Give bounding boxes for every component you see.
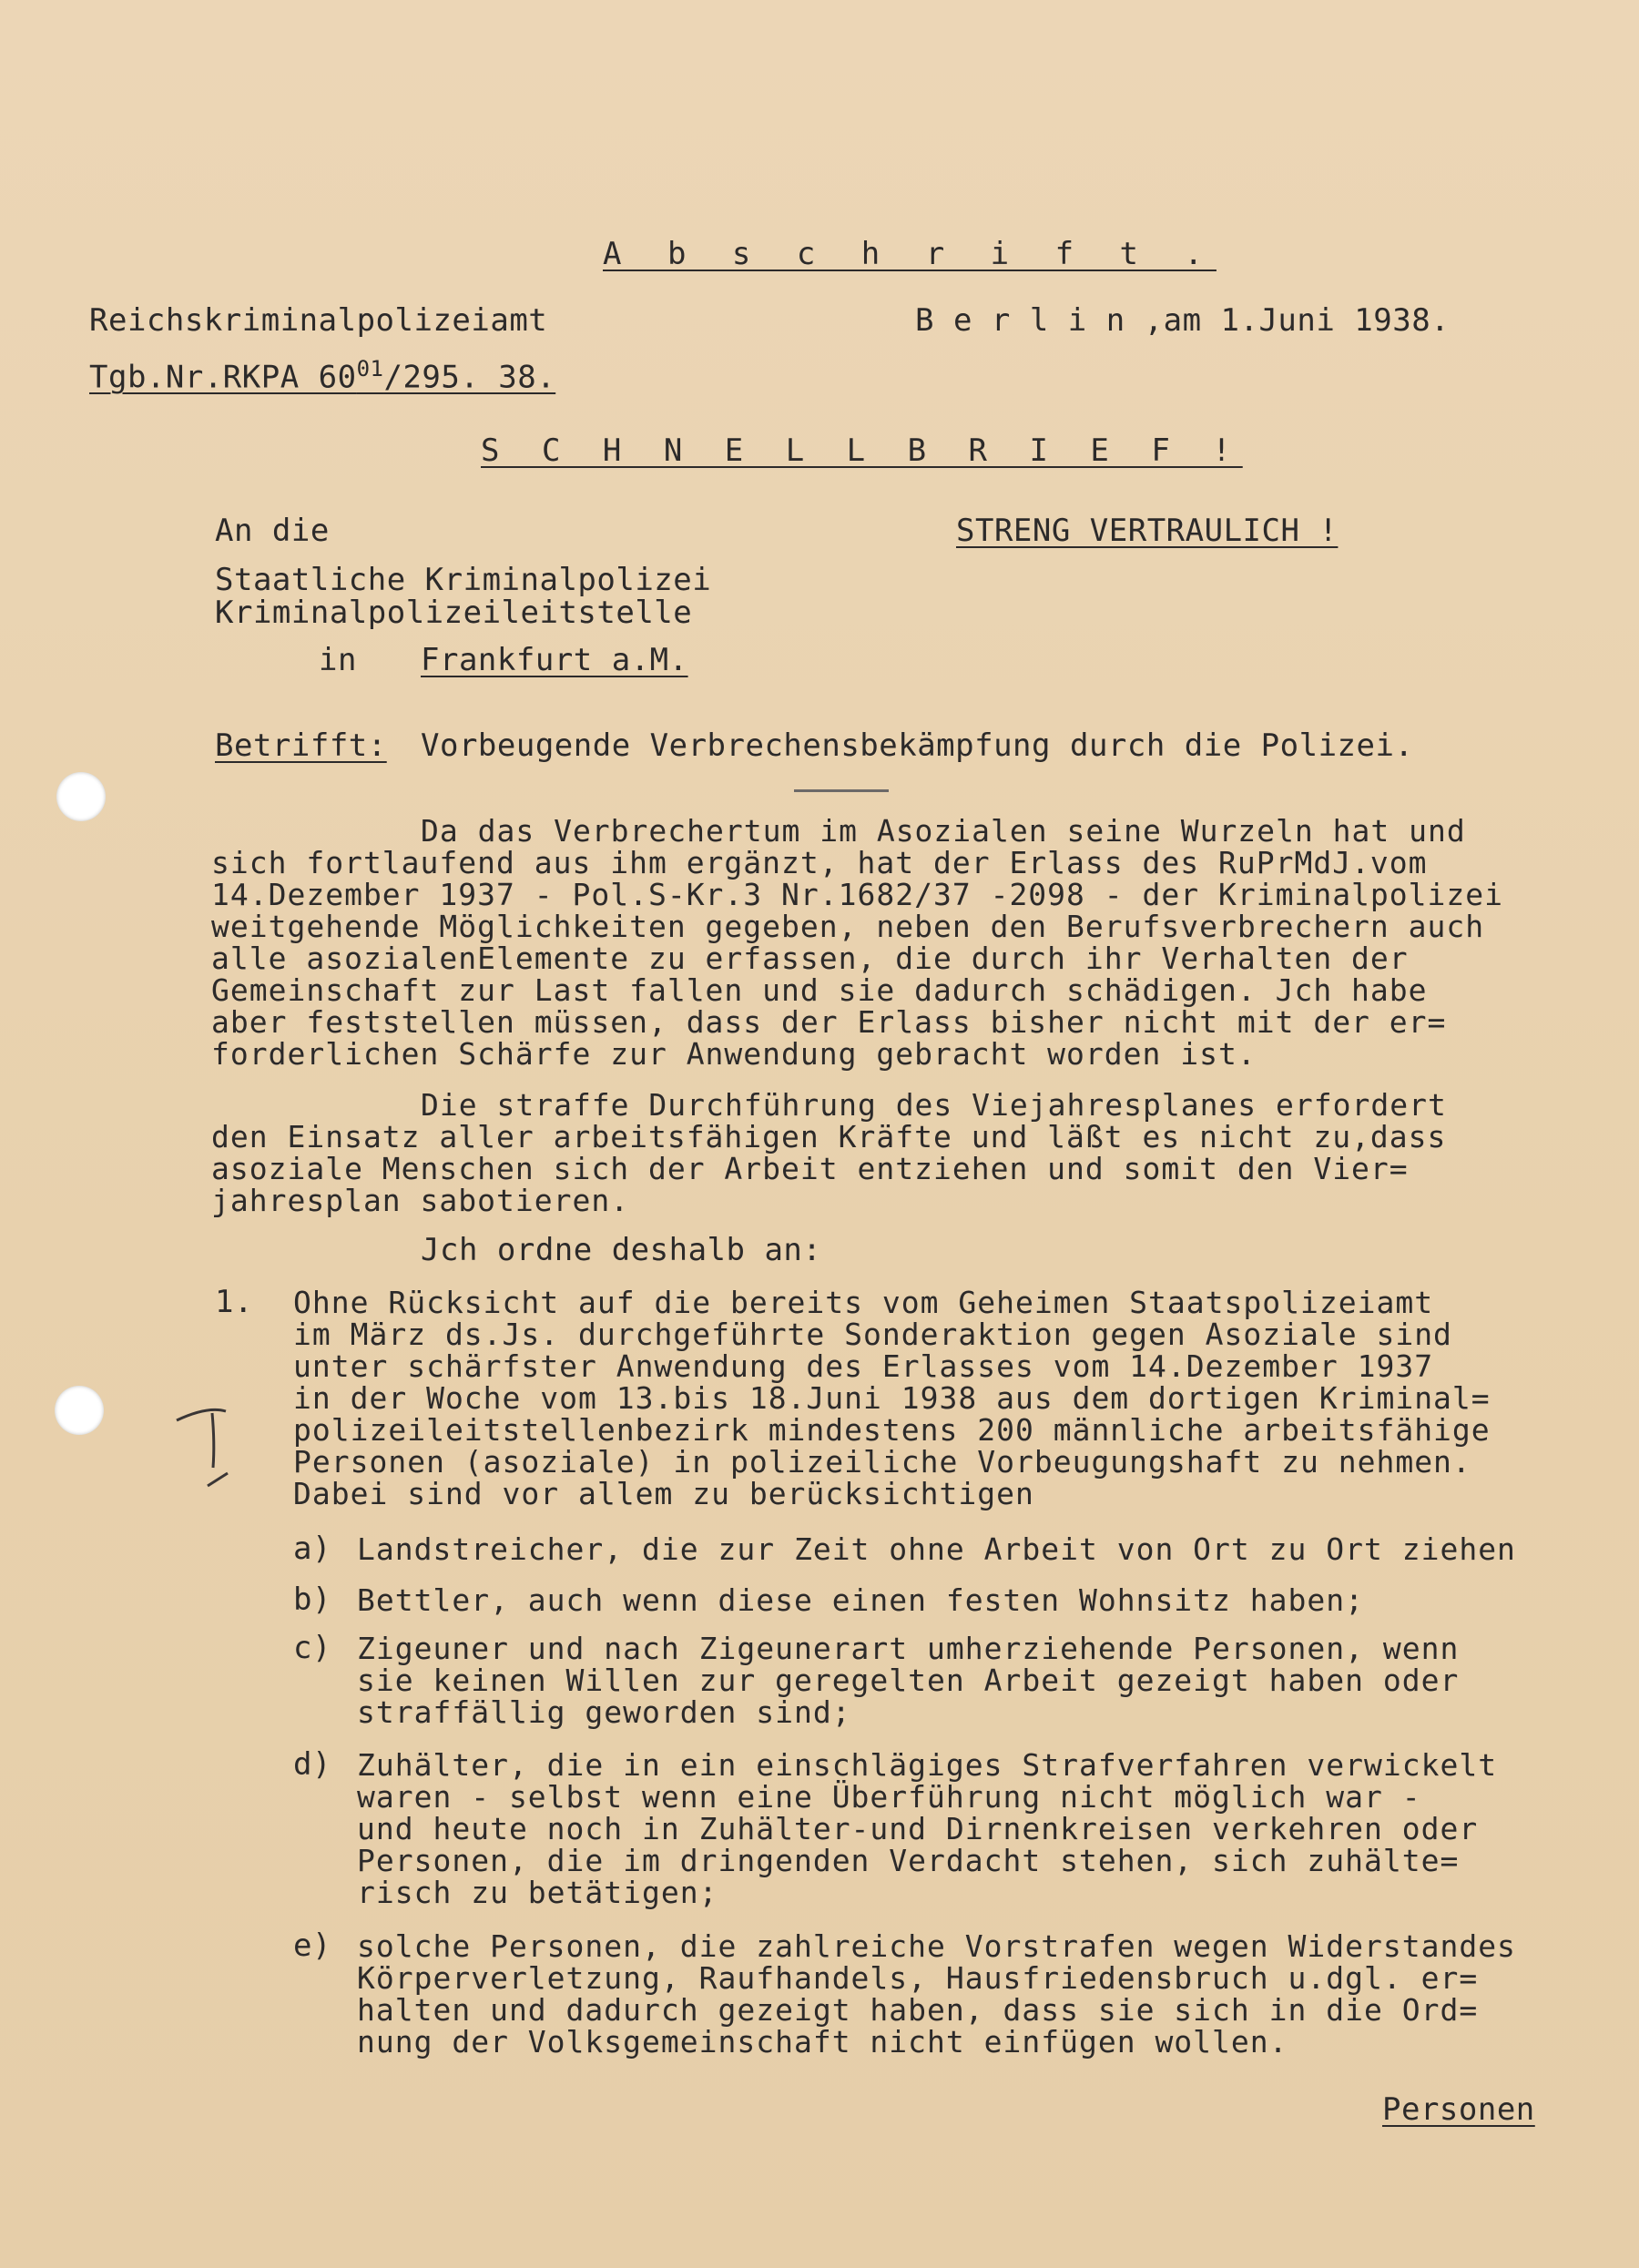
punch-hole-top (56, 772, 106, 821)
reference-prefix: Tgb.Nr.RKPA 60 (89, 359, 357, 396)
recipient-line1: Staatliche Kriminalpolizei (215, 562, 712, 598)
classification-stamp: STRENG VERTRAULICH ! (956, 513, 1339, 549)
reference-superscript: 01 (356, 356, 384, 381)
sub-item-c-text: Zigeuner und nach Zigeunerart umherziehende Personen, wenn sie keinen Willen zur geregelten Arbeit gezeigt haben oder straffällig geworden sind; (357, 1631, 1460, 1730)
catchword: Personen (1382, 2091, 1535, 2128)
recipient-city: Frankfurt a.M. (421, 642, 688, 678)
sub-item-e-text: solche Personen, die zahlreiche Vorstrafen wegen Widerstandes Körperverletzung, Raufhandels, Hausfriedensbruch u.dgl. er= halten und dadurch gezeigt haben, dass sie sich in die Ord= nung der Volksgemeinschaft nicht einfügen wollen. (357, 1928, 1516, 2060)
punch-hole-bottom (55, 1386, 104, 1435)
sub-item-b-label: b) (293, 1581, 331, 1618)
sub-item-d-label: d) (293, 1746, 331, 1783)
sub-item-e-label: e) (293, 1927, 331, 1964)
sub-item-a-label: a) (293, 1531, 331, 1567)
sub-item-d-text: Zuhälter, die in ein einschlägiges Strafverfahren verwickelt waren - selbst wenn eine Überführung nicht möglich war - und heute noch in Zuhälter-und Dirnenkreisen verkehren oder Personen, die im dringenden Verdacht stehen, sich zuhälte= risch zu betätigen; (357, 1747, 1498, 1910)
handwritten-mark-icon (171, 1393, 271, 1493)
document-heading: A b s c h r i f t . (603, 236, 1217, 272)
item-1-text: Ohne Rücksicht auf die bereits vom Geheimen Staatspolizeiamt im März ds.Js. durchgeführte Sonderaktion gegen Asoziale sind unter schärfster Anwendung des Erlasses vom 14.Dezember 1937 in der Woche vom 13.bis 18.Juni 1938 aus dem dortigen Kriminal= polizeileitstellenbezirk mindestens 200 männliche arbeitsfähige Personen (asoziale) in polizeiliche Vorbeugungshaft zu nehmen. Dabei sind vor allem zu berücksichtigen (293, 1285, 1491, 1511)
subject-label: Betrifft: (215, 727, 387, 764)
sender-name: Reichskriminalpolizeiamt (89, 302, 548, 339)
place-date: B e r l i n ,am 1.Juni 1938. (915, 302, 1451, 339)
address-intro: An die (215, 513, 330, 549)
sub-item-a-text: Landstreicher, die zur Zeit ohne Arbeit von Ort zu Ort ziehen (357, 1531, 1516, 1567)
letter-type: S C H N E L L B R I E F ! (481, 432, 1243, 469)
reference-suffix: /295. 38. (383, 359, 556, 396)
reference-number (89, 353, 556, 396)
item-1-number: 1. (215, 1284, 253, 1320)
paragraph-1: Da das Verbrechertum im Asozialen seine Wurzeln hat und sich fortlaufend aus ihm ergänzt, hat der Erlass des RuPrMdJ.vom 14.Dezember 1937 - Pol.S-Kr.3 Nr.1682/37 -2098 - der Kriminalpolizei weitgehende Möglichkeiten gegeben, neben den Berufsverbrechern auch alle asozialenElemente zu erfassen, die durch ihr Verhalten der Gemeinschaft zur Last fallen und sie dadurch schädigen. Jch habe aber feststellen müssen, dass der Erlass bisher nicht mit der er= forderlichen Schärfe zur Anwendung gebracht worden ist. (211, 813, 1504, 1072)
order-intro: Jch ordne deshalb an: (421, 1232, 822, 1268)
sub-item-b-text: Bettler, auch wenn diese einen festen Wohnsitz haben; (357, 1582, 1364, 1618)
recipient-line2: Kriminalpolizeileitstelle (215, 595, 693, 631)
subject-text: Vorbeugende Verbrechensbekämpfung durch die Polizei. (421, 727, 1414, 764)
separator-dash (794, 789, 889, 792)
paragraph-2: Die straffe Durchführung des Viejahresplanes erfordert den Einsatz aller arbeitsfähigen Kräfte und läßt es nicht zu,dass asoziale Menschen sich der Arbeit entziehen und somit den Vier= jahresplan sabotieren. (211, 1087, 1447, 1218)
recipient-in: in (319, 642, 357, 678)
sub-item-c-label: c) (293, 1630, 331, 1666)
